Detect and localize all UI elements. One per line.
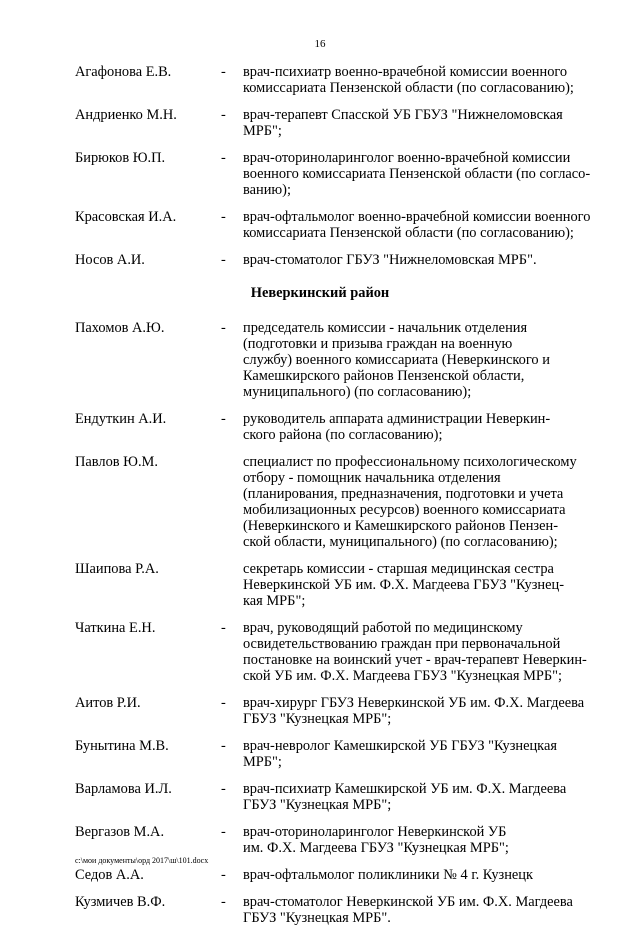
list-item	[0, 320, 640, 400]
list-item	[0, 252, 640, 268]
dash-separator: -	[221, 824, 226, 840]
description-line: врач-офтальмолог поликлиники № 4 г. Кузнецк	[243, 867, 533, 883]
dash-separator: -	[221, 620, 226, 636]
dash-separator: -	[221, 150, 226, 166]
person-name: Ендуткин А.И.	[75, 411, 167, 427]
person-name: Вергазов М.А.	[75, 824, 165, 840]
description-line: председатель комиссии - начальник отделения	[243, 320, 528, 336]
person-name: Аитов Р.И.	[75, 695, 141, 711]
description-line: врач-психиатр Камешкирской УБ им. Ф.Х. Магдеева	[243, 781, 567, 797]
description-line: МРБ";	[243, 123, 282, 139]
person-name: Седов А.А.	[75, 867, 144, 883]
role-description	[243, 561, 595, 609]
description-line: врач-стоматолог ГБУЗ "Нижнеломовская МРБ".	[243, 252, 537, 268]
role-description	[243, 867, 595, 883]
person-name: Шаипова Р.А.	[75, 561, 159, 577]
entry-list-group-2	[0, 320, 640, 926]
list-item	[0, 561, 640, 609]
role-description	[243, 894, 595, 926]
role-description	[243, 781, 595, 813]
role-description	[243, 411, 595, 443]
description-line: ГБУЗ "Кузнецкая МРБ";	[243, 797, 392, 813]
description-line: ГБУЗ "Кузнецкая МРБ".	[243, 910, 391, 926]
list-item	[0, 64, 640, 96]
dash-separator: -	[221, 209, 226, 225]
dash-separator: -	[221, 64, 226, 80]
description-line: врач, руководящий работой по медицинскому	[243, 620, 523, 636]
description-line: мобилизационных ресурсов) военного комиссариата	[243, 502, 566, 518]
role-description	[243, 64, 595, 96]
description-line: врач-оториноларинголог военно-врачебной комиссии	[243, 150, 571, 166]
description-line: ской УБ им. Ф.Х. Магдеева ГБУЗ "Кузнецкая МРБ";	[243, 668, 563, 684]
description-line: службу) военного комиссариата (Неверкинского и	[243, 352, 550, 368]
person-name: Чаткина Е.Н.	[75, 620, 156, 636]
dash-separator: -	[221, 867, 226, 883]
description-line: специалист по профессиональному психологическому	[243, 454, 577, 470]
entry-list-group-1	[0, 64, 640, 268]
role-description	[243, 738, 595, 770]
description-line: ского района (по согласованию);	[243, 427, 443, 443]
description-line: ванию);	[243, 182, 291, 198]
description-line: (Неверкинского и Камешкирского районов Пензен-	[243, 518, 558, 534]
role-description	[243, 824, 595, 856]
description-line: врач-психиатр военно-врачебной комиссии военного	[243, 64, 568, 80]
role-description	[243, 209, 595, 241]
description-line: комиссариата Пензенской области (по согласованию);	[243, 80, 574, 96]
role-description	[243, 252, 595, 268]
dash-separator: -	[221, 252, 226, 268]
description-line: Камешкирского районов Пензенской области,	[243, 368, 525, 384]
person-name: Варламова И.Л.	[75, 781, 172, 797]
dash-separator: -	[221, 320, 226, 336]
description-line: ГБУЗ "Кузнецкая МРБ";	[243, 711, 392, 727]
dash-separator: -	[221, 107, 226, 123]
description-line: постановке на воинский учет - врач-терапевт Неверкин-	[243, 652, 587, 668]
description-line: муниципального) (по согласованию);	[243, 384, 472, 400]
list-item	[0, 107, 640, 139]
description-line: кая МРБ";	[243, 593, 306, 609]
description-line: освидетельствованию граждан при первоначальной	[243, 636, 561, 652]
role-description	[243, 150, 595, 198]
list-item	[0, 867, 640, 883]
person-name: Андриенко М.Н.	[75, 107, 177, 123]
description-line: Неверкинской УБ им. Ф.Х. Магдеева ГБУЗ "Кузнец-	[243, 577, 565, 593]
description-line: ской области, муниципального) (по согласованию);	[243, 534, 558, 550]
page-number: 16	[314, 38, 326, 50]
dash-separator: -	[221, 411, 226, 427]
person-name: Пахомов А.Ю.	[75, 320, 165, 336]
list-item	[0, 620, 640, 684]
description-line: (подготовки и призыва граждан на военную	[243, 336, 513, 352]
role-description	[243, 107, 595, 139]
list-item	[0, 824, 640, 856]
list-item	[0, 894, 640, 926]
role-description	[243, 454, 595, 550]
description-line: отбору - помощник начальника отделения	[243, 470, 501, 486]
person-name: Бунытина М.В.	[75, 738, 169, 754]
list-item	[0, 150, 640, 198]
role-description	[243, 620, 595, 684]
section-title: Неверкинский район	[250, 285, 390, 301]
dash-separator: -	[221, 781, 226, 797]
description-line: комиссариата Пензенской области (по согласованию);	[243, 225, 574, 241]
list-item	[0, 781, 640, 813]
description-line: врач-стоматолог Неверкинской УБ им. Ф.Х. Магдеева	[243, 894, 573, 910]
description-line: врач-терапевт Спасской УБ ГБУЗ "Нижнеломовская	[243, 107, 563, 123]
description-line: секретарь комиссии - старшая медицинская сестра	[243, 561, 554, 577]
dash-separator: -	[221, 894, 226, 910]
list-item	[0, 695, 640, 727]
description-line: врач-офтальмолог военно-врачебной комиссии военного	[243, 209, 591, 225]
person-name: Кузмичев В.Ф.	[75, 894, 166, 910]
description-line: врач-хирург ГБУЗ Неверкинской УБ им. Ф.Х. Магдеева	[243, 695, 585, 711]
list-item	[0, 738, 640, 770]
person-name: Агафонова Е.В.	[75, 64, 172, 80]
description-line: врач-невролог Камешкирской УБ ГБУЗ "Кузнецкая	[243, 738, 557, 754]
person-name: Носов А.И.	[75, 252, 145, 268]
description-line: военного комиссариата Пензенской области (по согласо-	[243, 166, 591, 182]
list-item	[0, 411, 640, 443]
dash-separator: -	[221, 738, 226, 754]
role-description	[243, 320, 595, 400]
person-name: Бирюков Ю.П.	[75, 150, 166, 166]
description-line: (планирования, предназначения, подготовки и учета	[243, 486, 564, 502]
person-name: Красовская И.А.	[75, 209, 177, 225]
dash-separator: -	[221, 695, 226, 711]
list-item	[0, 209, 640, 241]
description-line: руководитель аппарата администрации Неверкин-	[243, 411, 551, 427]
person-name: Павлов Ю.М.	[75, 454, 158, 470]
list-item	[0, 454, 640, 550]
description-line: МРБ";	[243, 754, 282, 770]
document-body	[0, 64, 640, 937]
description-line: врач-оториноларинголог Неверкинской УБ	[243, 824, 507, 840]
description-line: им. Ф.Х. Магдеева ГБУЗ "Кузнецкая МРБ";	[243, 840, 509, 856]
role-description	[243, 695, 595, 727]
file-path-footer: c:\мои документы\орд 2017\ш\101.docx	[75, 856, 209, 865]
